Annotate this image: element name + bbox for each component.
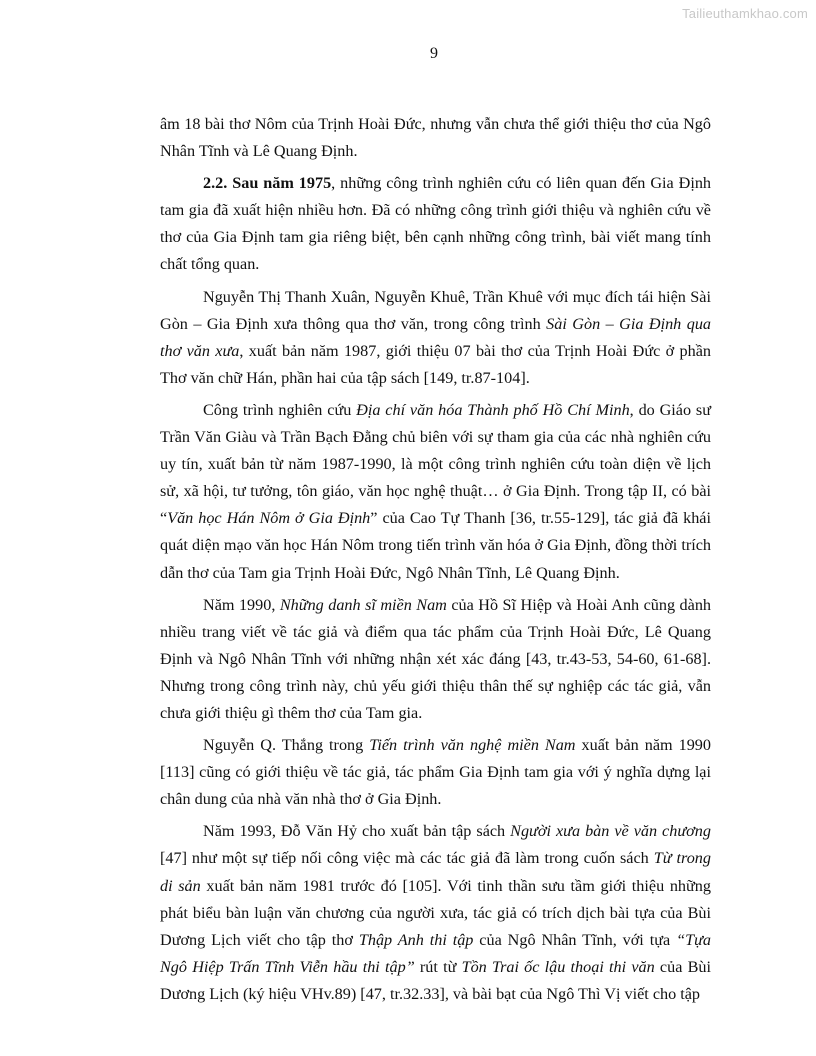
paragraph-text: Nguyễn Q. Thắng trong xyxy=(203,736,370,755)
paragraph-text: của Hồ Sĩ Hiệp và Hoài Anh cũng dành nhiều trang viết về tác giả và điểm qua tác phẩm của Trịnh Hoài Đức, Lê Quang Định và Ngô Nhân Tĩnh với những nhận xét xác đáng [43, tr.43-53, 54-60, 61-68]. Nhưng trong công trình này, chủ yếu giới thiệu thân thế sự nghiệp các tác giả, vẫn chưa giới thiệu gì thêm thơ của Tam gia. xyxy=(160,595,712,722)
watermark: Tailieuthamkhao.com xyxy=(682,6,808,21)
paragraph-text: xuất bản năm 1981 trước đó [105]. Với tinh thần sưu tầm giới thiệu những phát biểu bàn luận văn chương của người xưa, tác giả có trích dịch bài tựa của Bùi Dương Lịch viết cho tập thơ xyxy=(160,876,711,949)
paragraph-text: , những công trình nghiên cứu có liên quan đến Gia Định tam gia đã xuất hiện nhiều hơn. Đã có những công trình giới thiệu và nghiên cứu về thơ của Gia Định tam gia riêng biệt, bên cạnh những công trình, bài viết mang tính chất tổng quan. xyxy=(160,174,712,274)
paragraph-text: , xuất bản năm 1987, giới thiệu 07 bài thơ của Trịnh Hoài Đức ở phần Thơ văn chữ Hán, phần hai của tập sách [149, tr.87-104]. xyxy=(160,341,711,387)
paragraph-text: Nguyễn Thị Thanh Xuân, Nguyễn Khuê, Trần Khuê với mục đích tái hiện Sài Gòn – Gia Định xưa thông qua thơ văn, trong công trình xyxy=(160,287,711,333)
italic-title-text: Người xưa bàn về văn chương xyxy=(510,822,711,841)
italic-title-text: Tiến trình văn nghệ miền Nam xyxy=(369,736,576,755)
paragraph xyxy=(160,592,711,727)
paragraph xyxy=(160,284,711,392)
paragraph-text: , do Giáo sư Trần Văn Giàu và Trần Bạch Đằng chủ biên với sự tham gia của các nhà nghiên cứu uy tín, xuất bản từ năm 1987-1990, là một công trình nghiên cứu toàn diện về lịch sử, xã hội, tư tưởng, tôn giáo, văn học nghệ thuật… ở Gia Định. Trong tập II, có bài “ xyxy=(160,400,711,528)
paragraph xyxy=(160,818,711,1008)
paragraph-text: ” của Cao Tự Thanh [36, tr.55-129], tác giả đã khái quát diện mạo văn học Hán Nôm trong tiến trình văn hóa ở Gia Định, đồng thời trích dẫn thơ của Tam gia Trịnh Hoài Đức, Ngô Nhân Tĩnh, Lê Quang Định. xyxy=(160,509,711,582)
italic-title-text: Những danh sĩ miền Nam xyxy=(279,595,447,614)
paragraph xyxy=(160,397,711,587)
italic-title-text: Tồn Trai ốc lậu thoại thi văn xyxy=(461,957,655,976)
italic-title-text: Từ trong di sản xyxy=(160,849,711,895)
italic-title-text: Sài Gòn – Gia Định qua thơ văn xưa xyxy=(160,314,712,360)
italic-title-text: “Tựa Ngô Hiệp Trấn Tĩnh Viễn hầu thi tập” xyxy=(160,930,711,976)
paragraph-text: rút từ xyxy=(414,957,462,976)
paragraph-text: của Bùi Dương Lịch (ký hiệu VHv.89) [47, tr.32.33], và bài bạt của Ngô Thì Vị viết cho tập xyxy=(160,957,711,1003)
paragraph xyxy=(160,111,711,165)
paragraph-text: Năm 1990, xyxy=(203,595,280,614)
page-number: 9 xyxy=(430,45,438,62)
paragraph-text: Công trình nghiên cứu xyxy=(203,400,357,419)
paragraph-text: Năm 1993, Đỗ Văn Hỷ cho xuất bản tập sách xyxy=(203,822,511,841)
paragraph-text: của Ngô Nhân Tĩnh, với tựa xyxy=(473,930,677,949)
paragraph xyxy=(160,170,711,278)
paragraph-text: [47] như một sự tiếp nối công việc mà các tác giả đã làm trong cuốn sách xyxy=(160,849,654,868)
paragraph xyxy=(160,732,711,813)
italic-title-text: Thập Anh thi tập xyxy=(358,930,474,949)
section-heading-text: 2.2. Sau năm 1975 xyxy=(203,174,332,193)
paragraph-text: xuất bản năm 1990 [113] cũng có giới thiệu về tác giả, tác phẩm Gia Định tam gia với ý nghĩa dựng lại chân dung của nhà văn nhà thơ ở Gia Định. xyxy=(160,736,711,809)
italic-title-text: Văn học Hán Nôm ở Gia Định xyxy=(167,509,371,528)
paragraph-text: âm 18 bài thơ Nôm của Trịnh Hoài Đức, nhưng vẫn chưa thể giới thiệu thơ của Ngô Nhân Tĩnh và Lê Quang Định. xyxy=(160,115,711,161)
document-body xyxy=(160,111,711,1013)
italic-title-text: Địa chí văn hóa Thành phố Hồ Chí Minh xyxy=(356,400,630,419)
